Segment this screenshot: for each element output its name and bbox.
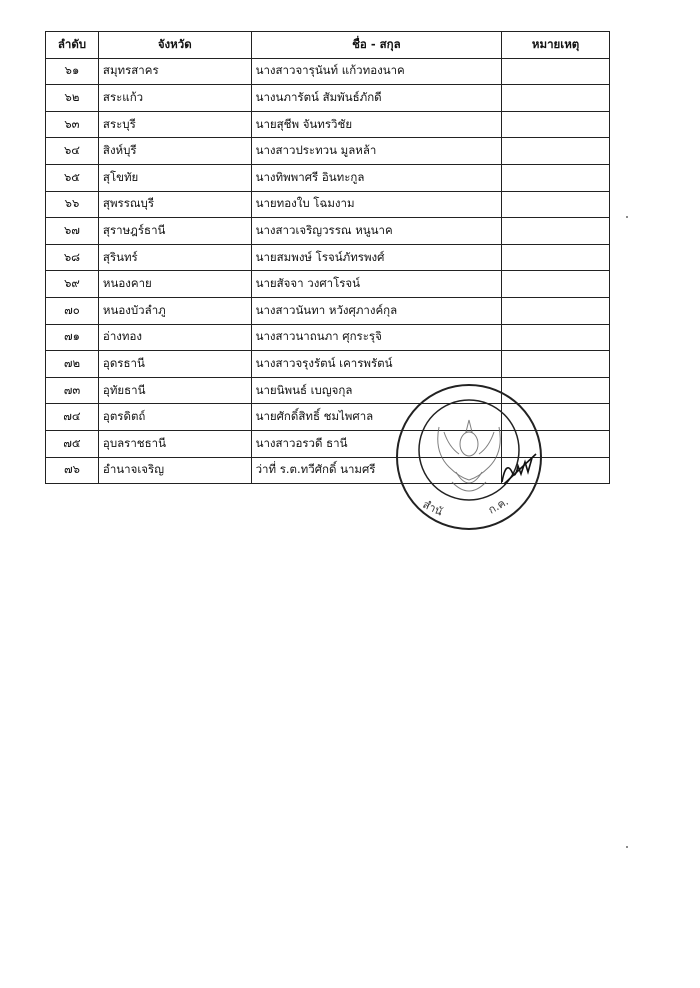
row-province: สมุทรสาคร bbox=[98, 58, 251, 85]
row-note bbox=[502, 191, 610, 218]
official-seal bbox=[394, 382, 544, 532]
row-order: ๗๕ bbox=[46, 430, 99, 457]
row-order: ๗๑ bbox=[46, 324, 99, 351]
table-row bbox=[46, 324, 610, 351]
table-row bbox=[46, 351, 610, 378]
row-note bbox=[502, 271, 610, 298]
row-name: นางสาวจารุนันท์ แก้วทองนาค bbox=[251, 58, 502, 85]
header-province: จังหวัด bbox=[98, 32, 251, 59]
row-note bbox=[502, 58, 610, 85]
row-province: อุบลราชธานี bbox=[98, 430, 251, 457]
row-name: นางสาวประทวน มูลหล้า bbox=[251, 138, 502, 165]
row-province: อ่างทอง bbox=[98, 324, 251, 351]
header-note: หมายเหตุ bbox=[502, 32, 610, 59]
row-note bbox=[502, 244, 610, 271]
row-name: นายศักดิ์สิทธิ์ ชมไพศาล bbox=[251, 404, 502, 431]
table-row bbox=[46, 244, 610, 271]
row-name: นางทิพพาศรี อินทะกูล bbox=[251, 164, 502, 191]
row-name: นางสาวนันทา หวังศุภางค์กุล bbox=[251, 297, 502, 324]
row-order: ๖๙ bbox=[46, 271, 99, 298]
table-header-row bbox=[46, 32, 610, 59]
scan-speck bbox=[626, 216, 628, 218]
row-order: ๗๓ bbox=[46, 377, 99, 404]
row-province: สุรินทร์ bbox=[98, 244, 251, 271]
row-note bbox=[502, 138, 610, 165]
header-name: ชื่อ - สกุล bbox=[251, 32, 502, 59]
row-province: อุดรธานี bbox=[98, 351, 251, 378]
row-name: นางนภารัตน์ สัมพันธ์ภักดี bbox=[251, 85, 502, 112]
row-order: ๗๐ bbox=[46, 297, 99, 324]
row-name: นายสมพงษ์ โรจน์ภัทรพงศ์ bbox=[251, 244, 502, 271]
row-province: สุโขทัย bbox=[98, 164, 251, 191]
row-order: ๖๕ bbox=[46, 164, 99, 191]
row-order: ๖๑ bbox=[46, 58, 99, 85]
row-name: นางสาวอรวดี ธานี bbox=[251, 430, 502, 457]
row-province: หนองบัวลำภู bbox=[98, 297, 251, 324]
row-province: อำนาจเจริญ bbox=[98, 457, 251, 484]
row-name: นางสาวจรุงรัตน์ เคารพรัตน์ bbox=[251, 351, 502, 378]
seal-lettering bbox=[421, 495, 511, 519]
table-row bbox=[46, 85, 610, 112]
row-name: นายสัจจา วงศาโรจน์ bbox=[251, 271, 502, 298]
row-province: สระบุรี bbox=[98, 111, 251, 138]
table-row bbox=[46, 297, 610, 324]
table-row bbox=[46, 218, 610, 245]
table-row bbox=[46, 138, 610, 165]
row-name: นายทองใบ โฉมงาม bbox=[251, 191, 502, 218]
row-province: หนองคาย bbox=[98, 271, 251, 298]
row-note bbox=[502, 218, 610, 245]
row-note bbox=[502, 351, 610, 378]
row-province: สระแก้ว bbox=[98, 85, 251, 112]
table-row bbox=[46, 271, 610, 298]
row-province: สิงห์บุรี bbox=[98, 138, 251, 165]
svg-text:สำนั: สำนั bbox=[420, 497, 445, 519]
row-order: ๖๗ bbox=[46, 218, 99, 245]
row-order: ๗๔ bbox=[46, 404, 99, 431]
row-note bbox=[502, 164, 610, 191]
row-name: นายสุชีพ จันทรวิชัย bbox=[251, 111, 502, 138]
row-order: ๖๖ bbox=[46, 191, 99, 218]
row-order: ๗๖ bbox=[46, 457, 99, 484]
row-order: ๗๒ bbox=[46, 351, 99, 378]
row-order: ๖๘ bbox=[46, 244, 99, 271]
header-order: ลำดับ bbox=[46, 32, 99, 59]
table-row bbox=[46, 58, 610, 85]
row-name: นางสาวนาถนภา ศุกระรุจิ bbox=[251, 324, 502, 351]
garuda-seal-icon bbox=[397, 385, 541, 529]
row-province: สุพรรณบุรี bbox=[98, 191, 251, 218]
table-row bbox=[46, 164, 610, 191]
svg-text:ก.ค.: ก.ค. bbox=[486, 494, 511, 517]
row-province: สุราษฎร์ธานี bbox=[98, 218, 251, 245]
row-note bbox=[502, 297, 610, 324]
table-row bbox=[46, 111, 610, 138]
table-row bbox=[46, 191, 610, 218]
row-note bbox=[502, 111, 610, 138]
row-order: ๖๒ bbox=[46, 85, 99, 112]
row-order: ๖๔ bbox=[46, 138, 99, 165]
row-name: ว่าที่ ร.ต.ทวีศักดิ์ นามศรี bbox=[251, 457, 502, 484]
row-note bbox=[502, 324, 610, 351]
row-name: นายนิพนธ์ เบญจกุล bbox=[251, 377, 502, 404]
scan-speck bbox=[626, 846, 628, 848]
row-province: อุทัยธานี bbox=[98, 377, 251, 404]
row-province: อุตรดิตถ์ bbox=[98, 404, 251, 431]
row-name: นางสาวเจริญวรรณ หนูนาค bbox=[251, 218, 502, 245]
garuda-figure bbox=[438, 420, 501, 491]
row-note bbox=[502, 85, 610, 112]
row-order: ๖๓ bbox=[46, 111, 99, 138]
